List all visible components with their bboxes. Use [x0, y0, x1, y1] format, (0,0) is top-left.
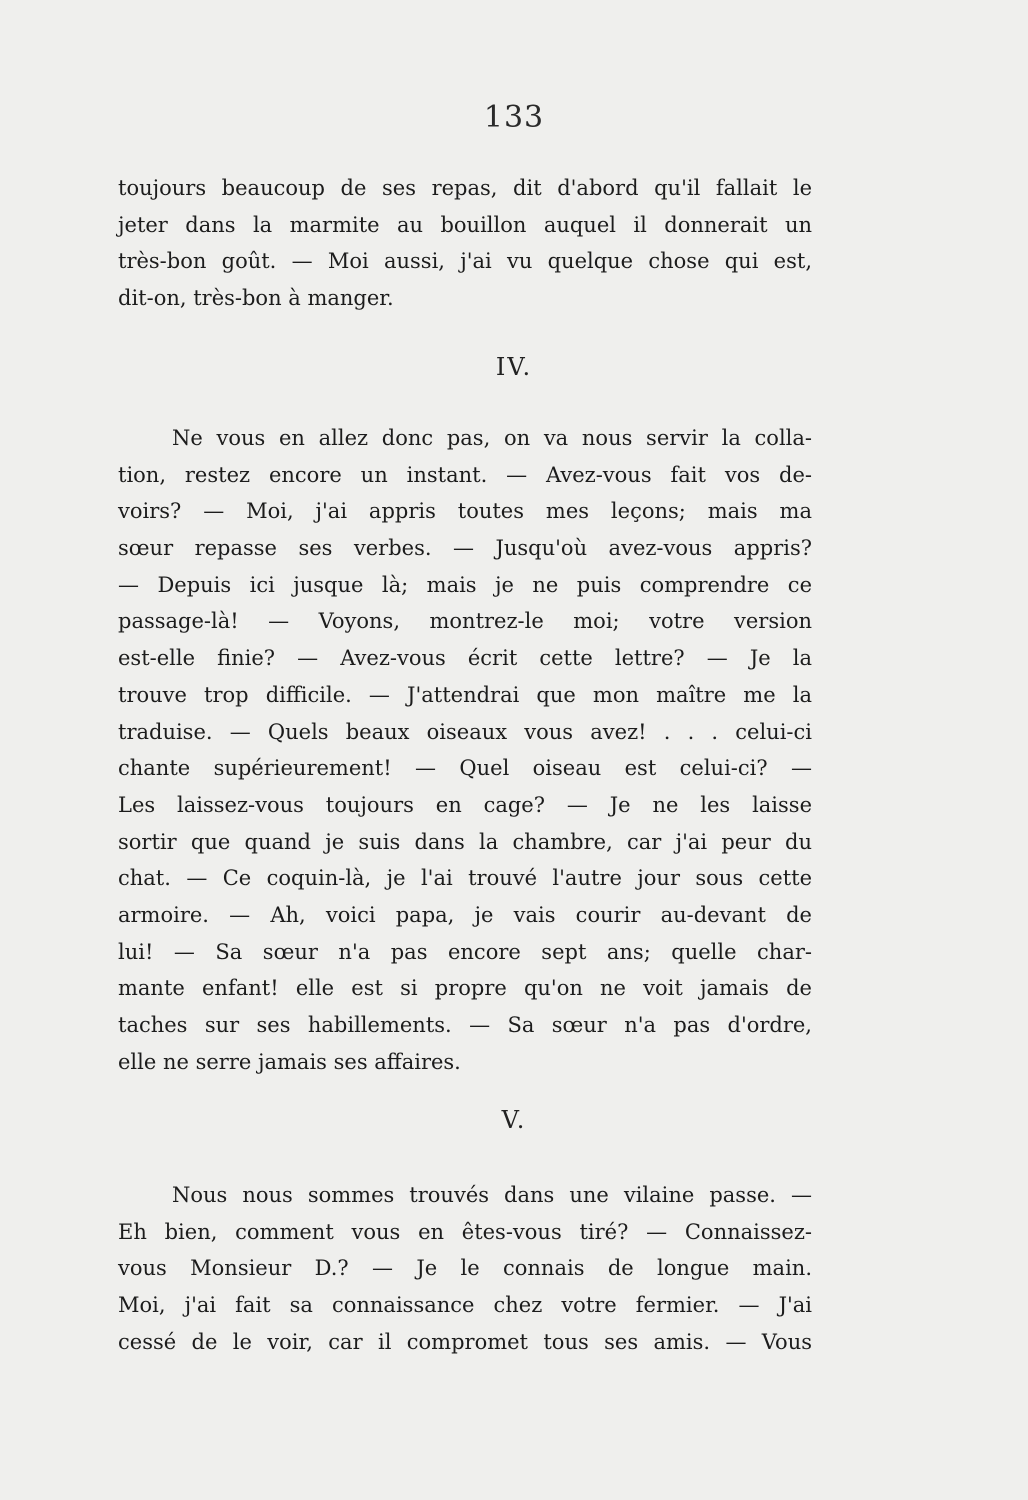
text-line: très-bon goût. — Moi aussi, j'ai vu quelque chose qui est, — [118, 249, 812, 274]
text-line: traduise. — Quels beaux oiseaux vous avez! . . . celui-ci — [118, 719, 812, 744]
paragraph-continuation — [118, 170, 812, 317]
text-line: chante supérieurement! — Quel oiseau est celui-ci? — — [118, 756, 812, 781]
text-line: sortir que quand je suis dans la chambre, car j'ai peur du — [118, 829, 812, 854]
text-line: est-elle finie? — Avez-vous écrit cette lettre? — Je la — [118, 646, 812, 671]
text-line: elle ne serre jamais ses affaires. — [118, 1049, 461, 1074]
text-line: chat. — Ce coquin-là, je l'ai trouvé l'autre jour sous cette — [118, 866, 812, 891]
text-line: tion, restez encore un instant. — Avez-vous fait vos de- — [118, 462, 812, 487]
section-v-paragraph — [118, 1177, 812, 1360]
text-line: — Depuis ici jusque là; mais je ne puis comprendre ce — [118, 572, 812, 597]
page-number: 133 — [483, 100, 545, 135]
text-line: Eh bien, comment vous en êtes-vous tiré? — Connaissez- — [118, 1219, 812, 1244]
text-line: passage-là! — Voyons, montrez-le moi; votre version — [118, 609, 812, 634]
text-line: taches sur ses habillements. — Sa sœur n'a pas d'ordre, — [118, 1013, 812, 1037]
text-line: mante enfant! elle est si propre qu'on ne voit jamais de — [118, 976, 812, 1001]
text-line: Nous nous sommes trouvés dans une vilaine passe. — — [172, 1183, 812, 1207]
section-heading-v: V. — [501, 1106, 527, 1134]
text-line: Moi, j'ai fait sa connaissance chez votre fermier. — J'ai — [118, 1293, 812, 1318]
text-line: jeter dans la marmite au bouillon auquel il donnerait un — [118, 212, 812, 237]
section-iv-paragraph — [118, 420, 812, 1080]
text-line: vous Monsieur D.? — Je le connais de longue main. — [118, 1256, 812, 1281]
text-line: cessé de le voir, car il compromet tous ses amis. — Vous — [118, 1329, 812, 1354]
text-line: toujours beaucoup de ses repas, dit d'abord qu'il fallait le — [118, 176, 812, 200]
text-line: trouve trop difficile. — J'attendrai que mon maître me la — [118, 682, 812, 707]
text-line: voirs? — Moi, j'ai appris toutes mes leçons; mais ma — [118, 499, 812, 524]
text-line: dit-on, très-bon à manger. — [118, 286, 394, 311]
section-heading-iv: IV. — [495, 353, 533, 381]
text-line: lui! — Sa sœur n'a pas encore sept ans; quelle char- — [118, 939, 812, 964]
text-line: armoire. — Ah, voici papa, je vais courir au-devant de — [118, 902, 812, 927]
text-line: Ne vous en allez donc pas, on va nous servir la colla- — [172, 426, 812, 450]
text-line: Les laissez-vous toujours en cage? — Je ne les laisse — [118, 792, 812, 817]
text-line: sœur repasse ses verbes. — Jusqu'où avez-vous appris? — [118, 536, 812, 561]
